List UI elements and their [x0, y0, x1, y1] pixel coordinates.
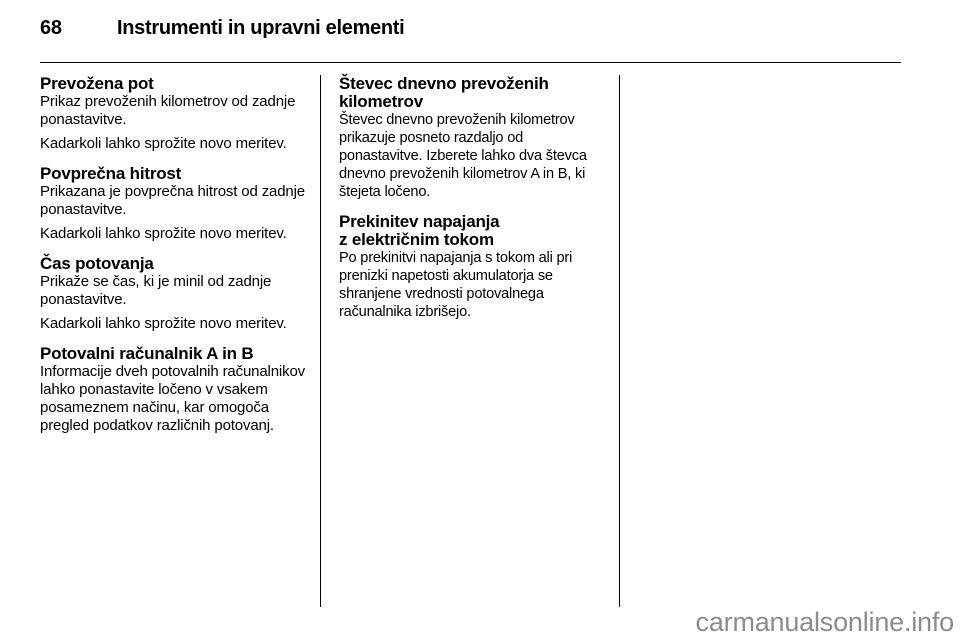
text-column-2: [339, 75, 604, 333]
section-title: Prekinitev napajanja z električnim tokom: [339, 212, 500, 249]
column-divider: [320, 75, 321, 607]
paragraph: Kadarkoli lahko sprožite novo meritev.: [40, 225, 287, 242]
section-trip-computer: [40, 345, 305, 435]
paragraph: Prikaže se čas, ki je minil od zadnje ponastavitve.: [40, 273, 272, 308]
paragraph: Informacije dveh potovalnih računalnikov lahko ponastavite ločeno v vsakem posameznem načinu, kar omogoča pregled podatkov različnih potovanj.: [40, 363, 305, 434]
paragraph: Po prekinitvi napajanja s tokom ali pri prenizki napetosti akumulatorja se shranjene vrednosti potovalnega računalnika izbrišejo.: [339, 250, 573, 320]
watermark: carmanualsonline.info: [695, 607, 954, 637]
section-title: Prevožena pot: [40, 74, 154, 93]
paragraph: Prikazana je povprečna hitrost od zadnje ponastavitve.: [40, 183, 305, 218]
section-title: Povprečna hitrost: [40, 164, 182, 183]
header-divider: [40, 62, 901, 63]
section-title: Števec dnevno prevoženih kilometrov: [339, 74, 549, 111]
text-column-1: [40, 75, 305, 447]
page-number: 68: [40, 17, 62, 39]
section-title: Potovalni računalnik A in B: [40, 344, 254, 363]
paragraph: Kadarkoli lahko sprožite novo meritev.: [40, 315, 287, 332]
paragraph: Prikaz prevoženih kilometrov od zadnje ponastavitve.: [40, 93, 296, 128]
section-distance-travelled: [40, 75, 305, 153]
paragraph: Kadarkoli lahko sprožite novo meritev.: [40, 135, 287, 152]
page-title: Instrumenti in upravni elementi: [117, 17, 405, 39]
section-trip-odometer: [339, 75, 604, 201]
section-title: Čas potovanja: [40, 254, 154, 273]
column-divider: [619, 75, 620, 607]
section-power-interruption: [339, 213, 604, 321]
section-average-speed: [40, 165, 305, 243]
paragraph: Števec dnevno prevoženih kilometrov prikazuje posneto razdaljo od ponastavitve. Izberete lahko dva števca dnevno prevoženih kilometrov A in B, ki štejeta ločeno.: [339, 112, 587, 200]
page-header: [0, 0, 960, 64]
section-travel-time: [40, 255, 305, 333]
